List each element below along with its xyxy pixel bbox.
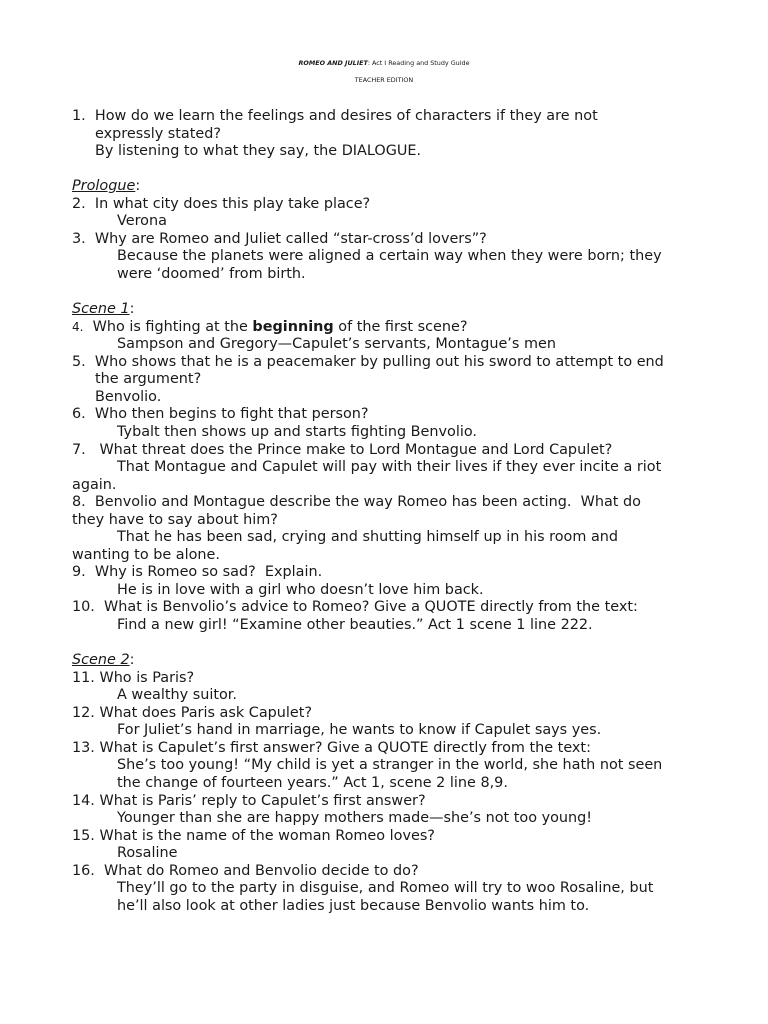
- answer-7: That Montague and Capulet will pay with their lives if they ever incite a riot: [117, 459, 662, 475]
- answer-13: She’s too young! “My child is yet a stranger in the world, she hath not seen: [117, 757, 663, 773]
- answer-12: For Juliet’s hand in marriage, he wants to know if Capulet says yes.: [117, 722, 602, 738]
- answer-16: They’ll go to the party in disguise, and Romeo will try to woo Rosaline, but: [117, 880, 654, 896]
- scene-1-heading: Scene 1:: [72, 301, 135, 317]
- answer-14: Younger than she are happy mothers made—she’s not too young!: [117, 810, 593, 826]
- answer-3-cont: were ‘doomed’ from birth.: [117, 266, 306, 282]
- question-10: 10. What is Benvolio’s advice to Romeo? Give a QUOTE directly from the text:: [72, 599, 638, 615]
- question-12: 12. What does Paris ask Capulet?: [72, 705, 313, 721]
- question-9: 9. Why is Romeo so sad? Explain.: [72, 564, 323, 580]
- scene-2-heading: Scene 2:: [72, 652, 135, 668]
- question-1: 1. How do we learn the feelings and desires of characters if they are not: [72, 108, 598, 124]
- question-2: 2. In what city does this play take place?: [72, 196, 371, 212]
- question-15: 15. What is the name of the woman Romeo loves?: [72, 828, 435, 844]
- question-7: 7. What threat does the Prince make to Lord Montague and Lord Capulet?: [72, 442, 613, 458]
- answer-5: Benvolio.: [95, 389, 162, 405]
- answer-7-cont: again.: [72, 477, 117, 493]
- prologue-heading: Prologue:: [72, 178, 141, 194]
- play-title: ROMEO AND JULIET: [298, 59, 368, 67]
- answer-8-cont: wanting to be alone.: [72, 547, 220, 563]
- answer-6: Tybalt then shows up and starts fighting Benvolio.: [117, 424, 477, 440]
- answer-1: By listening to what they say, the DIALOGUE.: [95, 143, 422, 159]
- question-16: 16. What do Romeo and Benvolio decide to do?: [72, 863, 419, 879]
- question-6: 6. Who then begins to fight that person?: [72, 406, 369, 422]
- answer-16-cont: he’ll also look at other ladies just because Benvolio wants him to.: [117, 898, 590, 914]
- question-8-cont: they have to say about him?: [72, 512, 278, 528]
- question-13: 13. What is Capulet’s first answer? Give a QUOTE directly from the text:: [72, 740, 591, 756]
- document-title: [0, 54, 768, 72]
- question-11: 11. Who is Paris?: [72, 670, 195, 686]
- answer-15: Rosaline: [117, 845, 178, 861]
- question-5-cont: the argument?: [95, 371, 202, 387]
- answer-4: Sampson and Gregory—Capulet’s servants, Montague’s men: [117, 336, 556, 352]
- answer-2: Verona: [117, 213, 167, 229]
- guide-subtitle: : Act I Reading and Study Guide: [367, 59, 470, 67]
- answer-13-cont: the change of fourteen years.” Act 1, scene 2 line 8,9.: [117, 775, 508, 791]
- question-8: 8. Benvolio and Montague describe the way Romeo has been acting. What do: [72, 494, 641, 510]
- edition-label: TEACHER EDITION: [354, 76, 414, 84]
- answer-3: Because the planets were aligned a certain way when they were born; they: [117, 248, 662, 264]
- answer-9: He is in love with a girl who doesn’t love him back.: [117, 582, 484, 598]
- question-1-cont: expressly stated?: [95, 126, 222, 142]
- question-4: 4. Who is fighting at the beginning of the first scene?: [72, 319, 468, 335]
- question-3: 3. Why are Romeo and Juliet called “star-cross’d lovers”?: [72, 231, 487, 247]
- answer-11: A wealthy suitor.: [117, 687, 237, 703]
- answer-10: Find a new girl! “Examine other beauties.” Act 1 scene 1 line 222.: [117, 617, 593, 633]
- question-5: 5. Who shows that he is a peacemaker by pulling out his sword to attempt to end: [72, 354, 664, 370]
- question-14: 14. What is Paris’ reply to Capulet’s first answer?: [72, 793, 426, 809]
- answer-8: That he has been sad, crying and shutting himself up in his room and: [117, 529, 619, 545]
